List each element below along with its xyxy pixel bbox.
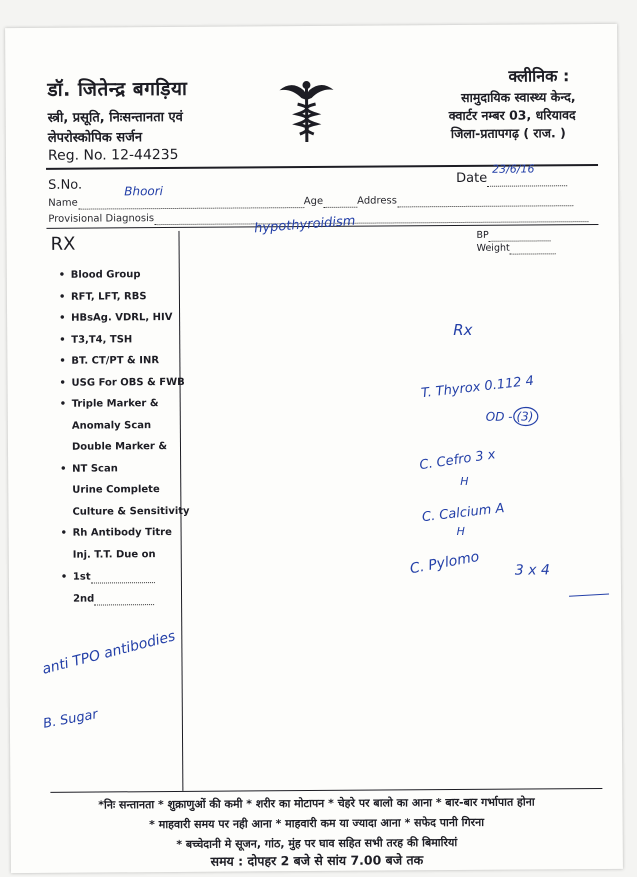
header-divider xyxy=(46,164,598,170)
medication-3-note: H xyxy=(456,524,465,539)
handwritten-date: 23/6/16 xyxy=(492,162,535,176)
bp-field: BP xyxy=(476,229,550,242)
test-item: • HBsAg. VDRL, HIV xyxy=(59,311,173,324)
test-item: • 1st xyxy=(61,571,155,584)
serial-number-label: S.No. xyxy=(48,177,83,193)
test-item: Urine Complete xyxy=(72,484,160,496)
handwritten-diagnosis: hypothyroidism xyxy=(253,213,356,237)
registration-number: Reg. No. 12-44235 xyxy=(47,146,179,164)
test-item: 2nd xyxy=(61,593,154,606)
diagnosis-label: Provisional Diagnosis xyxy=(48,213,155,225)
handwritten-name: Bhoori xyxy=(124,184,164,199)
side-note-2: B. Sugar xyxy=(41,707,100,732)
address-label: Address xyxy=(357,195,397,207)
medication-3: C. Calcium A xyxy=(421,501,506,526)
medication-4-dose: 3 x 4 xyxy=(514,562,550,579)
clinic-title: क्लीनिक : xyxy=(508,66,570,86)
test-item: Culture & Sensitivity xyxy=(72,505,190,518)
handwritten-rx: Rx xyxy=(453,320,473,340)
medication-2: C. Cefro 3 x xyxy=(418,447,497,474)
test-item: • Triple Marker & xyxy=(59,398,159,410)
date-label: Date xyxy=(456,170,567,187)
diagnosis-row xyxy=(48,210,588,226)
test-item: • Rh Antibody Titre xyxy=(60,526,172,539)
doctor-specialty-line1: स्त्री, प्रसूति, निःसन्तानता एवं xyxy=(47,109,183,126)
footer-divider xyxy=(50,788,602,793)
prescription-sheet xyxy=(5,24,623,873)
name-label: Name xyxy=(48,197,78,209)
footer-line3: * बच्चेदानी मे सूजन, गांठ, मुंह पर घाव सहित सभी तरह की बिमारियां xyxy=(176,836,458,851)
test-item: • NT Scan xyxy=(60,463,118,475)
test-item: Inj. T.T. Due on xyxy=(72,549,156,561)
test-item: Anomaly Scan xyxy=(71,420,152,432)
clinic-timing: समय : दोपहर 2 बजे से सांय 7.00 बजे तक xyxy=(210,852,424,869)
medication-2-note: H xyxy=(460,474,469,488)
test-item: Double Marker & xyxy=(71,441,168,453)
weight-field: Weight xyxy=(477,242,556,255)
doctor-name: डॉ. जितेन्द्र बगड़िया xyxy=(47,77,188,101)
clinic-address-line3: जिला-प्रतापगढ़ ( राज. ) xyxy=(450,125,566,142)
rx-symbol: RX xyxy=(50,233,76,255)
clinic-address-line2: क्वार्टर नम्बर 03, धरियावद xyxy=(448,107,576,124)
test-item: • USG For OBS & FWB xyxy=(59,376,185,389)
caduceus-icon xyxy=(277,76,335,144)
name-row xyxy=(48,194,573,210)
pen-stroke xyxy=(569,594,609,596)
medication-4: C. Pylomo xyxy=(408,548,481,578)
test-item: • Blood Group xyxy=(58,269,141,281)
age-label: Age xyxy=(303,195,324,208)
test-item: • BT. CT/PT & INR xyxy=(59,355,160,367)
doctor-specialty-line2: लेपरोस्कोपिक सर्जन xyxy=(47,130,143,146)
test-item: • T3,T4, TSH xyxy=(59,334,133,346)
footer-line1: *निः सन्तानता * शुक्राणुओं की कमी * शरीर का मोटापन * चेहरे पर बालो का आना * बार-बार गर्भापात होना xyxy=(98,795,535,812)
circle-mark xyxy=(514,407,538,425)
medication-1: T. Thyrox 0.112 4 xyxy=(420,373,535,402)
side-note-1: anti TPO antibodies xyxy=(40,628,177,678)
footer-line2: * माहवारी समय पर नही आना * माहवारी कम या ज्यादा आना * सफेद पानी गिरना xyxy=(149,815,485,832)
test-item: • RFT, LFT, RBS xyxy=(58,291,147,303)
clinic-address-line1: सामुदायिक स्वास्थ्य केन्द, xyxy=(461,89,576,105)
medication-1-note: OD - (3) xyxy=(485,409,534,424)
